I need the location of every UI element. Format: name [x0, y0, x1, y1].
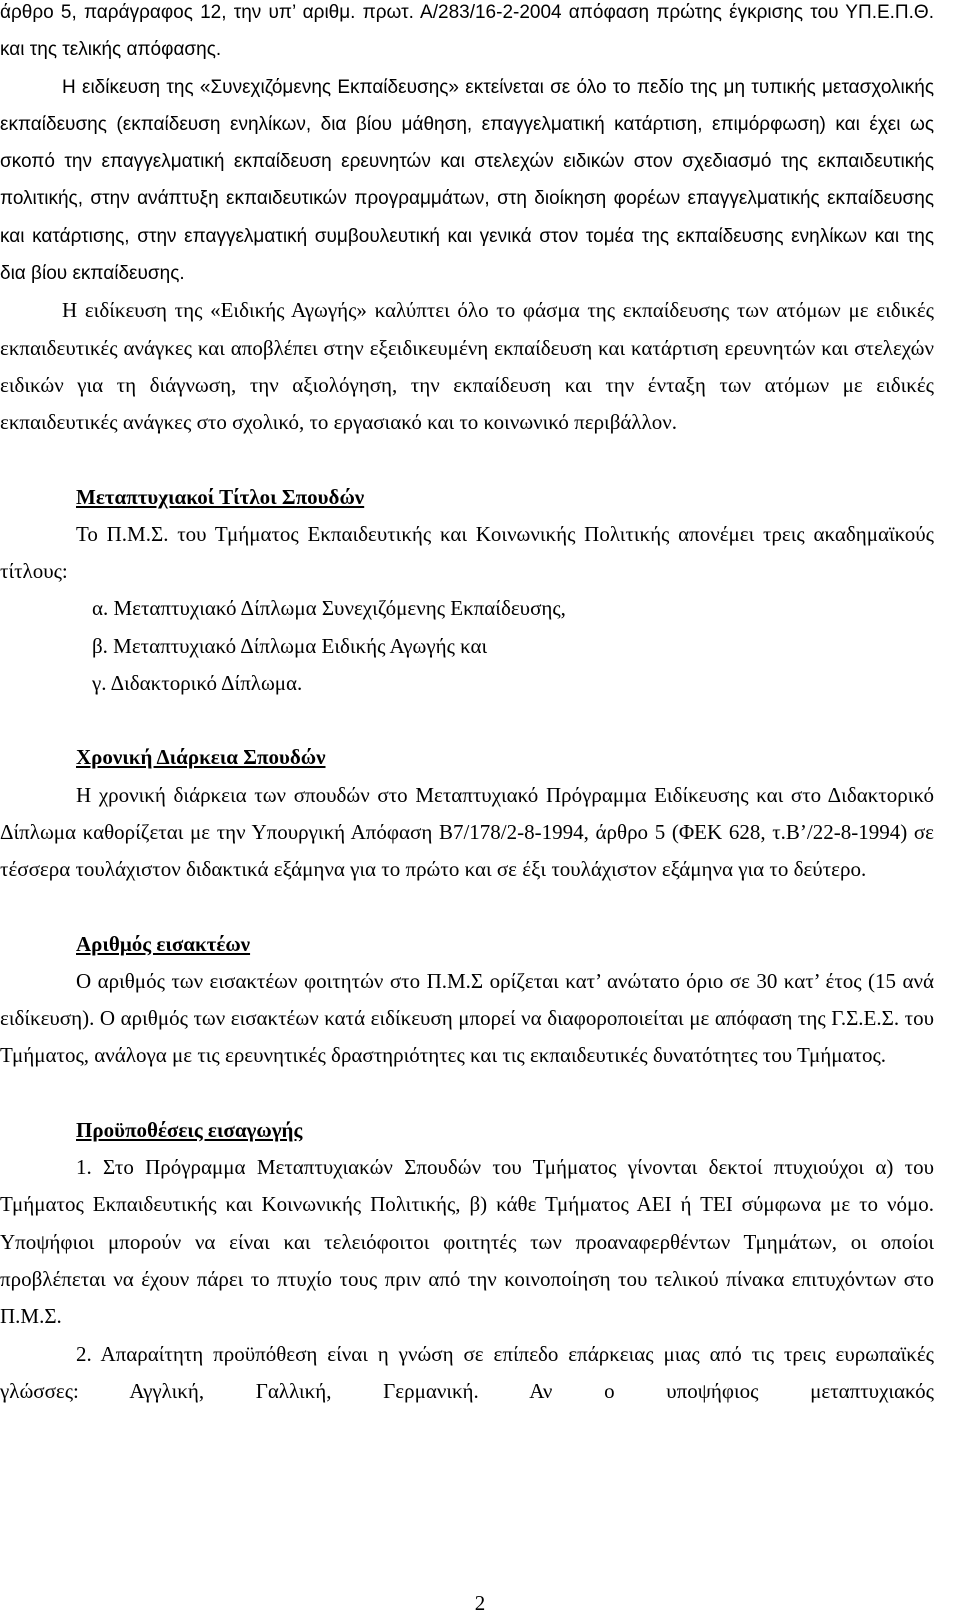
title-item-b: β. Μεταπτυχιακό Δίπλωμα Ειδικής Αγωγής και [92, 633, 488, 658]
continuing-education-paragraph: Η ειδίκευση της «Συνεχιζόμενης Εκπαίδευσης» εκτείνεται σε όλο το πεδίο της μη τυπικής μετασχολικής εκπαίδευσης (εκπαίδευση ενηλίκων, δια βίου μάθηση, επαγγελματική κατάρτιση, επιμόρφωση) και έχει ως σκοπό την επαγγελματική εκπαίδευση ερευνητών και στελεχών ειδικών στον σχεδιασμό της εκπαιδευτικής πολιτικής, στην ανάπτυξη εκπαιδευτικών προγραμμάτων, στη διοίκηση φορέων επαγγελματικής εκπαίδευσης και κατάρτισης, στην επαγγελματική συμβουλευτική και γενικά στον τομέα της εκπαίδευσης ενηλίκων και της δια βίου εκπαίδευσης. [0, 76, 934, 285]
titles-paragraph: Το Π.Μ.Σ. του Τμήματος Εκπαιδευτικής και Κοινωνικής Πολιτικής απονέμει τρεις ακαδημαϊκούς τίτλους: [0, 521, 934, 584]
duration-heading: Χρονική Διάρκεια Σπουδών [76, 745, 326, 770]
duration-paragraph: Η χρονική διάρκεια των σπουδών στο Μεταπτυχιακό Πρόγραμμα Ειδίκευσης και στο Διδακτορικό Δίπλωμα καθορίζεται με την Υπουργική Απόφαση Β7/178/2-8-1994, άρθρο 5 (ΦΕΚ 628, τ.Β’/22-8-1994) σε τέσσερα τουλάχιστον διδακτικά εξάμηνα για το πρώτο και σε έξι τουλάχιστον εξάμηνα για το δεύτερο. [0, 782, 934, 882]
title-item-a: α. Μεταπτυχιακό Δίπλωμα Συνεχιζόμενης Εκπαίδευσης, [92, 596, 566, 621]
title-item-c: γ. Διδακτορικό Δίπλωμα. [92, 671, 303, 696]
admissions-paragraph: Ο αριθμός των εισακτέων φοιτητών στο Π.Μ.Σ ορίζεται κατ’ ανώτατο όριο σε 30 κατ’ έτος (15 ανά ειδίκευση). Ο αριθμός των εισακτέων κατά ειδίκευση μπορεί να διαφοροποιείται με απόφαση της Γ.Σ.Ε.Σ. του Τμήματος, ανάλογα με τις ερευνητικές δραστηριότητες και τις εκπαιδευτικές δυνατότητες του Τμήματος. [0, 968, 934, 1068]
prerequisites-item-1: 1. Στο Πρόγραμμα Μεταπτυχιακών Σπουδών του Τμήματος γίνονται δεκτοί πτυχιούχοι α) του Τμήματος Εκπαιδευτικής και Κοινωνικής Πολιτικής, β) κάθε Τμήματος ΑΕΙ ή ΤΕΙ σύμφωνα με το νόμο. Υποψήφιοι μπορούν να είναι και τελειόφοιτοι φοιτητές των προαναφερθέντων Τμημάτων, οι οποίοι προβλέπεται να έχουν πάρει το πτυχίο τους πριν από την κοινοποίηση του τελικού πίνακα επιτυχόντων στο Π.Μ.Σ. [0, 1155, 934, 1329]
prerequisites-item-2: 2. Απαραίτητη προϋπόθεση είναι η γνώση σε επίπεδο επάρκειας μιας από τις τρεις ευρωπαϊκές γλώσσες: Αγγλική, Γαλλική, Γερμανική. Αν ο υποψήφιος μεταπτυχιακός [0, 1341, 934, 1403]
prerequisites-heading: Προϋποθέσεις εισαγωγής [76, 1117, 303, 1142]
special-education-paragraph: Η ειδίκευση της «Ειδικής Αγωγής» καλύπτει όλο το φάσμα της εκπαίδευσης των ατόμων με ειδικές εκπαιδευτικές ανάγκες και αποβλέπει στην εξειδικευμένη εκπαίδευση και κατάρτιση ερευνητών και στελεχών ειδικών για τη διάγνωση, την αξιολόγηση, την εκπαίδευση και την ένταξη των ατόμων με ειδικές εκπαιδευτικές ανάγκες στο σχολικό, το εργασιακό και το κοινωνικό περιβάλλον. [0, 298, 934, 435]
admissions-heading: Αριθμός εισακτέων [76, 931, 251, 956]
intro-continuation: άρθρο 5, παράγραφος 12, την υπ’ αριθμ. πρωτ. Α/283/16-2-2004 απόφαση πρώτης έγκρισης του ΥΠ.Ε.Π.Θ. και της τελικής απόφασης. [0, 2, 934, 61]
page-number: 2 [474, 1591, 486, 1615]
titles-heading: Μεταπτυχιακοί Τίτλοι Σπουδών [76, 484, 365, 509]
